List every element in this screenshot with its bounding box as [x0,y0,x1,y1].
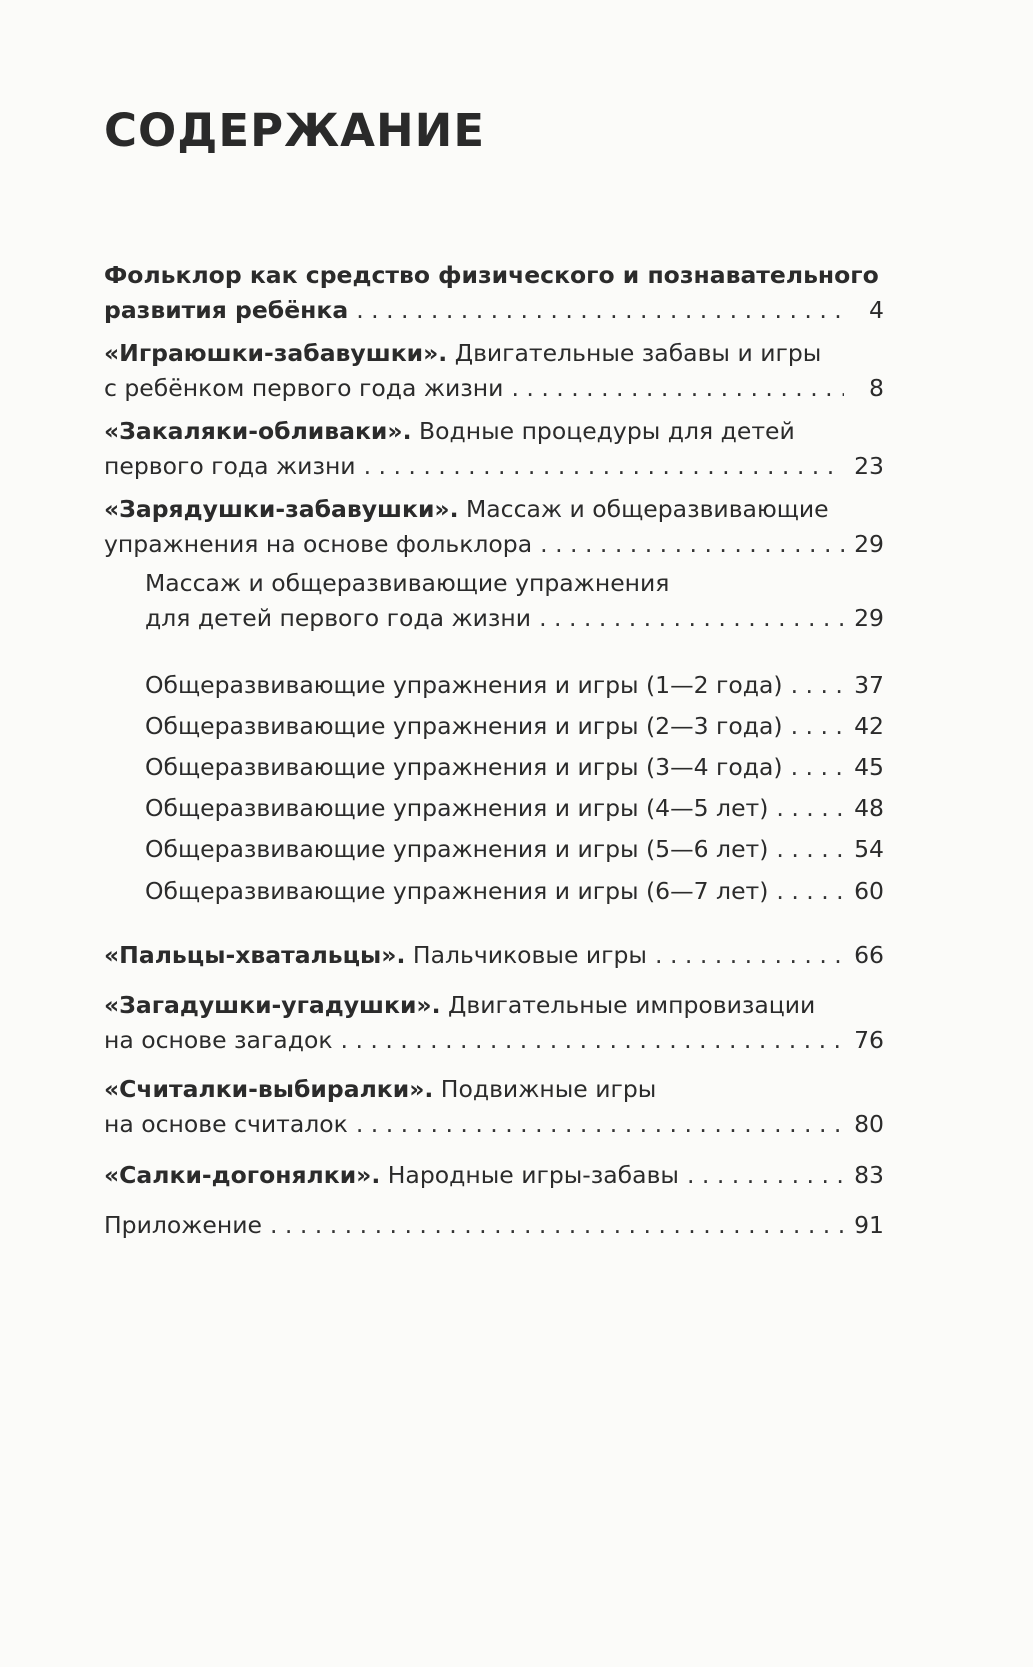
toc-subentry-title-cont: для детей первого года жизни [145,604,532,632]
toc-entry[interactable] [104,1072,884,1142]
toc-entry-title: Фольклор как средство физического и познавательного [104,261,879,289]
dot-leader [341,1023,844,1058]
dot-leader [655,938,844,973]
toc-entry-subtitle: Двигательные импровизации [440,991,816,1019]
dot-leader [270,1208,844,1243]
dot-leader [791,750,844,785]
toc-page-number: 76 [854,1026,884,1054]
toc-entry-subtitle: Народные игры-забавы [380,1161,679,1189]
toc-entry[interactable] [104,258,884,328]
toc-entry[interactable] [104,336,884,406]
page-title: СОДЕРЖАНИЕ [104,104,486,157]
toc-entry[interactable] [104,1208,884,1243]
toc-entry[interactable] [104,414,884,484]
toc-entry-title: «Закаляки-обливаки». [104,417,412,445]
toc-subentry[interactable] [145,709,884,744]
dot-leader [776,832,844,867]
toc-entry-subtitle: Пальчиковые игры [405,941,647,969]
toc-subentry-title: Общеразвивающие упражнения и игры (5—6 лет) [145,835,769,863]
toc-entry-title: «Загадушки-угадушки». [104,991,441,1019]
toc-entry-title: «Зарядушки-забавушки». [104,495,459,523]
toc-page-number: 54 [854,835,884,863]
dot-leader [356,1107,844,1142]
toc-subentry[interactable] [145,566,884,636]
dot-leader [776,874,844,909]
toc-entry-title: «Пальцы-хватальцы». [104,941,406,969]
dot-leader [539,601,844,636]
toc-entry-title-cont: развития ребёнка [104,296,349,324]
toc-subentry-title: Общеразвивающие упражнения и игры (3—4 года) [145,753,783,781]
toc-page-number: 4 [869,296,884,324]
toc-subentry-title: Общеразвивающие упражнения и игры (1—2 года) [145,671,783,699]
toc-subentry-title: Общеразвивающие упражнения и игры (4—5 лет) [145,794,769,822]
toc-entry-subtitle-cont: с ребёнком первого года жизни [104,374,504,402]
toc-page-number: 60 [854,877,884,905]
dot-leader [364,449,844,484]
toc-page-number: 91 [854,1211,884,1239]
dot-leader [540,527,844,562]
toc-page-number: 8 [869,374,884,402]
toc-entry-subtitle: Двигательные забавы и игры [447,339,822,367]
toc-subentry-title: Массаж и общеразвивающие упражнения [145,569,670,597]
toc-entry-subtitle: Подвижные игры [433,1075,657,1103]
dot-leader [791,668,844,703]
toc-entry-title: «Считалки-выбиралки». [104,1075,434,1103]
toc-page-number: 29 [854,530,884,558]
dot-leader [511,371,844,406]
toc-subentry-title: Общеразвивающие упражнения и игры (2—3 года) [145,712,783,740]
toc-page-number: 42 [854,712,884,740]
toc-subentry[interactable] [145,874,884,909]
toc-subentry[interactable] [145,668,884,703]
toc-entry-title: Приложение [104,1211,262,1239]
toc-subentry[interactable] [145,750,884,785]
toc-entry-subtitle-cont: первого года жизни [104,452,356,480]
toc-subentry-title: Общеразвивающие упражнения и игры (6—7 лет) [145,877,769,905]
toc-page-number: 48 [854,794,884,822]
toc-page-number: 45 [854,753,884,781]
toc-entry[interactable] [104,988,884,1058]
toc-entry[interactable] [104,492,884,562]
toc-page-number: 23 [854,452,884,480]
toc-entry-title: «Играюшки-забавушки». [104,339,448,367]
toc-page-number: 83 [854,1161,884,1189]
toc-entry-subtitle-cont: на основе загадок [104,1026,333,1054]
toc-page-number: 29 [854,604,884,632]
toc-entry-title: «Салки-догонялки». [104,1161,381,1189]
dot-leader [791,709,844,744]
toc-entry[interactable] [104,938,884,973]
toc-entry-subtitle: Водные процедуры для детей [411,417,795,445]
toc-subentry[interactable] [145,832,884,867]
toc-subentry[interactable] [145,791,884,826]
toc-page-number: 37 [854,671,884,699]
toc-entry[interactable] [104,1158,884,1193]
dot-leader [687,1158,844,1193]
toc-page-number: 66 [854,941,884,969]
toc-page-number: 80 [854,1110,884,1138]
toc-entry-subtitle-cont: на основе считалок [104,1110,348,1138]
dot-leader [776,791,844,826]
toc-entry-subtitle: Массаж и общеразвивающие [458,495,829,523]
dot-leader [356,293,844,328]
toc-entry-subtitle-cont: упражнения на основе фольклора [104,530,533,558]
